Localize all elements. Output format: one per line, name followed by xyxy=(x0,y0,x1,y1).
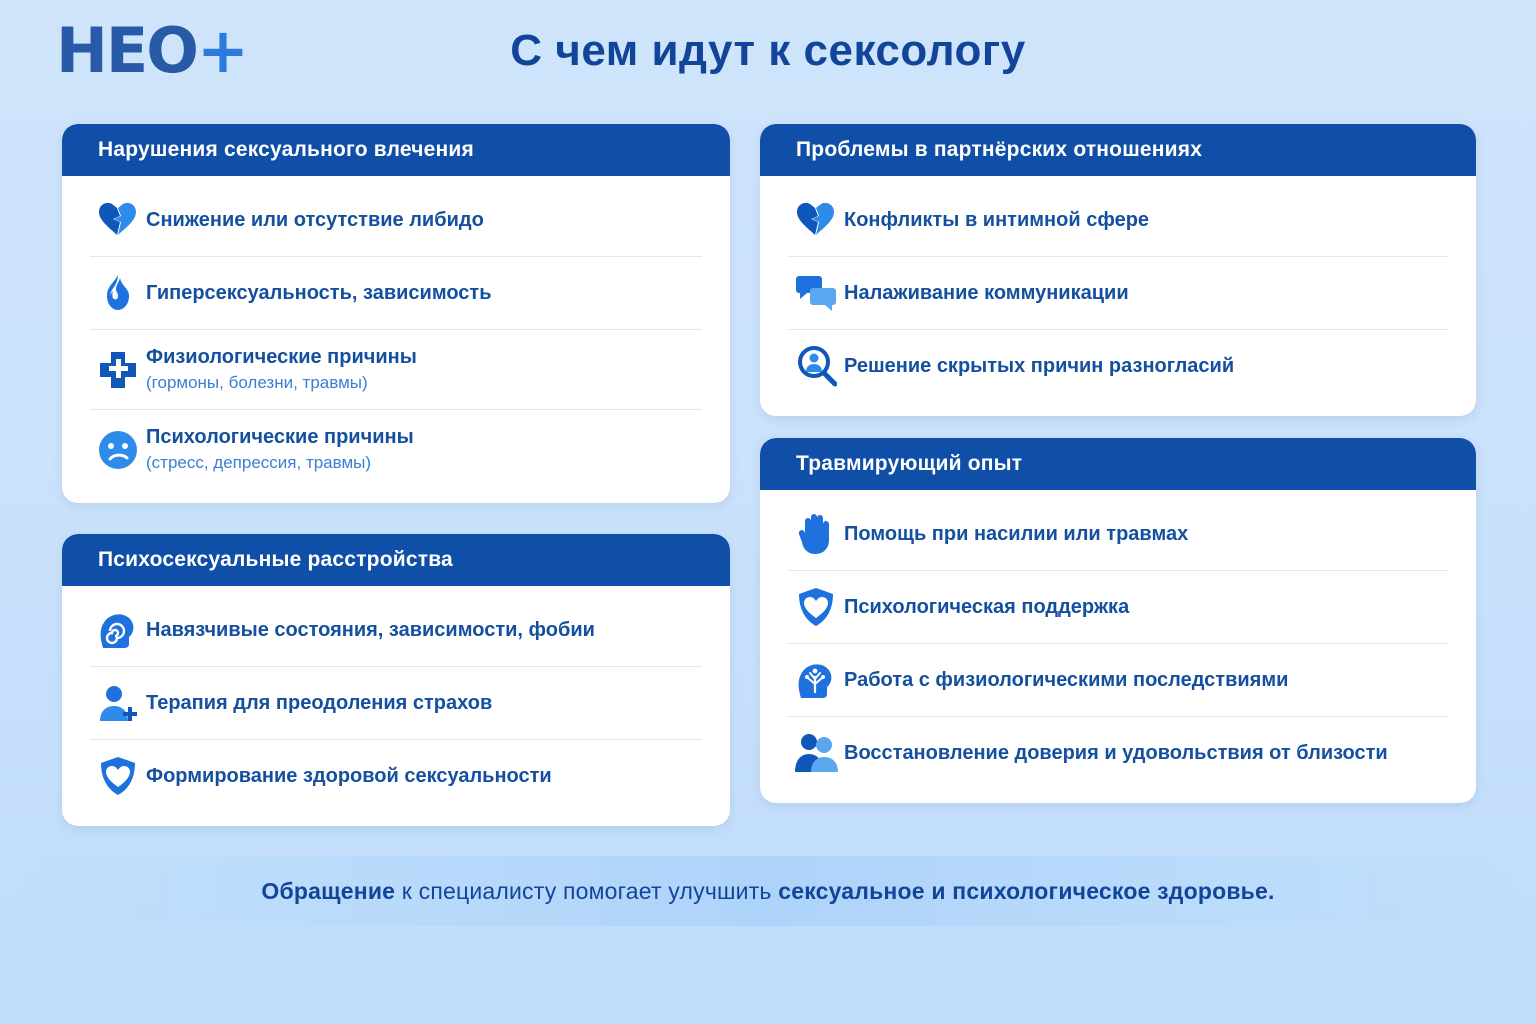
list-item-title: Физиологические причины xyxy=(146,346,417,368)
card-partner-relations-title: Проблемы в партнёрских отношениях xyxy=(760,124,1476,176)
list-item xyxy=(788,644,1448,717)
list-item-label xyxy=(146,424,414,475)
list-item-label: Снижение или отсутствие либидо xyxy=(146,209,484,231)
list-item-label xyxy=(146,344,417,395)
card-trauma-title: Травмирующий опыт xyxy=(760,438,1476,490)
list-item xyxy=(90,667,702,740)
sad-face-icon xyxy=(90,430,146,470)
footer-text xyxy=(261,878,1274,905)
list-item xyxy=(788,184,1448,257)
list-item xyxy=(788,330,1448,402)
chat-bubbles-icon xyxy=(788,275,844,311)
head-tree-icon xyxy=(788,660,844,700)
footer-banner xyxy=(0,856,1536,926)
list-item-label: Работа с физиологическими последствиями xyxy=(844,669,1289,691)
list-item-title: Психологические причины xyxy=(146,426,414,448)
stop-hand-icon xyxy=(788,513,844,555)
list-item-subtitle: (гормоны, болезни, травмы) xyxy=(146,373,368,392)
list-item-subtitle: (стресс, депрессия, травмы) xyxy=(146,453,372,472)
list-item xyxy=(90,330,702,410)
footer-text-part1: Обращение xyxy=(261,877,396,904)
list-item-label: Навязчивые состояния, зависимости, фобии xyxy=(146,619,595,641)
list-item-label: Конфликты в интимной сфере xyxy=(844,209,1150,231)
list-item xyxy=(90,740,702,812)
shield-heart-icon xyxy=(788,587,844,627)
list-item xyxy=(90,257,702,330)
list-item xyxy=(788,571,1448,644)
list-item xyxy=(90,410,702,489)
card-desire xyxy=(62,124,730,503)
header xyxy=(0,0,1536,112)
head-spiral-icon xyxy=(90,610,146,650)
list-item-label: Решение скрытых причин разногласий xyxy=(844,355,1235,377)
list-item xyxy=(788,498,1448,571)
flame-icon xyxy=(90,274,146,312)
medical-cross-icon xyxy=(90,351,146,389)
card-trauma-body xyxy=(760,490,1476,803)
shield-heart-icon xyxy=(90,756,146,796)
card-partner-relations xyxy=(760,124,1476,416)
list-item-label: Восстановление доверия и удовольствия от близости xyxy=(844,742,1388,764)
list-item-label: Налаживание коммуникации xyxy=(844,282,1129,304)
card-trauma xyxy=(760,438,1476,803)
brand-name: НЕО xyxy=(56,14,197,87)
magnifier-person-icon xyxy=(788,345,844,387)
card-partner-relations-body xyxy=(760,176,1476,416)
list-item-label: Помощь при насилии или травмах xyxy=(844,523,1189,545)
brand-plus: + xyxy=(196,14,247,87)
list-item xyxy=(788,257,1448,330)
broken-heart-icon xyxy=(90,202,146,238)
list-item-label: Формирование здоровой сексуальности xyxy=(146,765,552,787)
broken-heart-icon xyxy=(788,202,844,238)
footer-text-part3: сексуальное и психологическое здоровье. xyxy=(778,877,1275,904)
person-plus-icon xyxy=(90,683,146,723)
card-psychosexual-title: Психосексуальные расстройства xyxy=(62,534,730,586)
couple-hug-icon xyxy=(788,732,844,774)
footer-text-part2: к специалисту помогает улучшить xyxy=(395,877,779,904)
card-psychosexual xyxy=(62,534,730,826)
list-item-label: Терапия для преодоления страхов xyxy=(146,692,493,714)
card-desire-title: Нарушения сексуального влечения xyxy=(62,124,730,176)
page-title: С чем идут к сексологу xyxy=(510,26,1026,75)
card-desire-body xyxy=(62,176,730,503)
list-item xyxy=(788,717,1448,789)
list-item xyxy=(90,594,702,667)
card-psychosexual-body xyxy=(62,586,730,826)
list-item-label: Гиперсексуальность, зависимость xyxy=(146,282,492,304)
list-item-label: Психологическая поддержка xyxy=(844,596,1130,618)
list-item xyxy=(90,184,702,257)
